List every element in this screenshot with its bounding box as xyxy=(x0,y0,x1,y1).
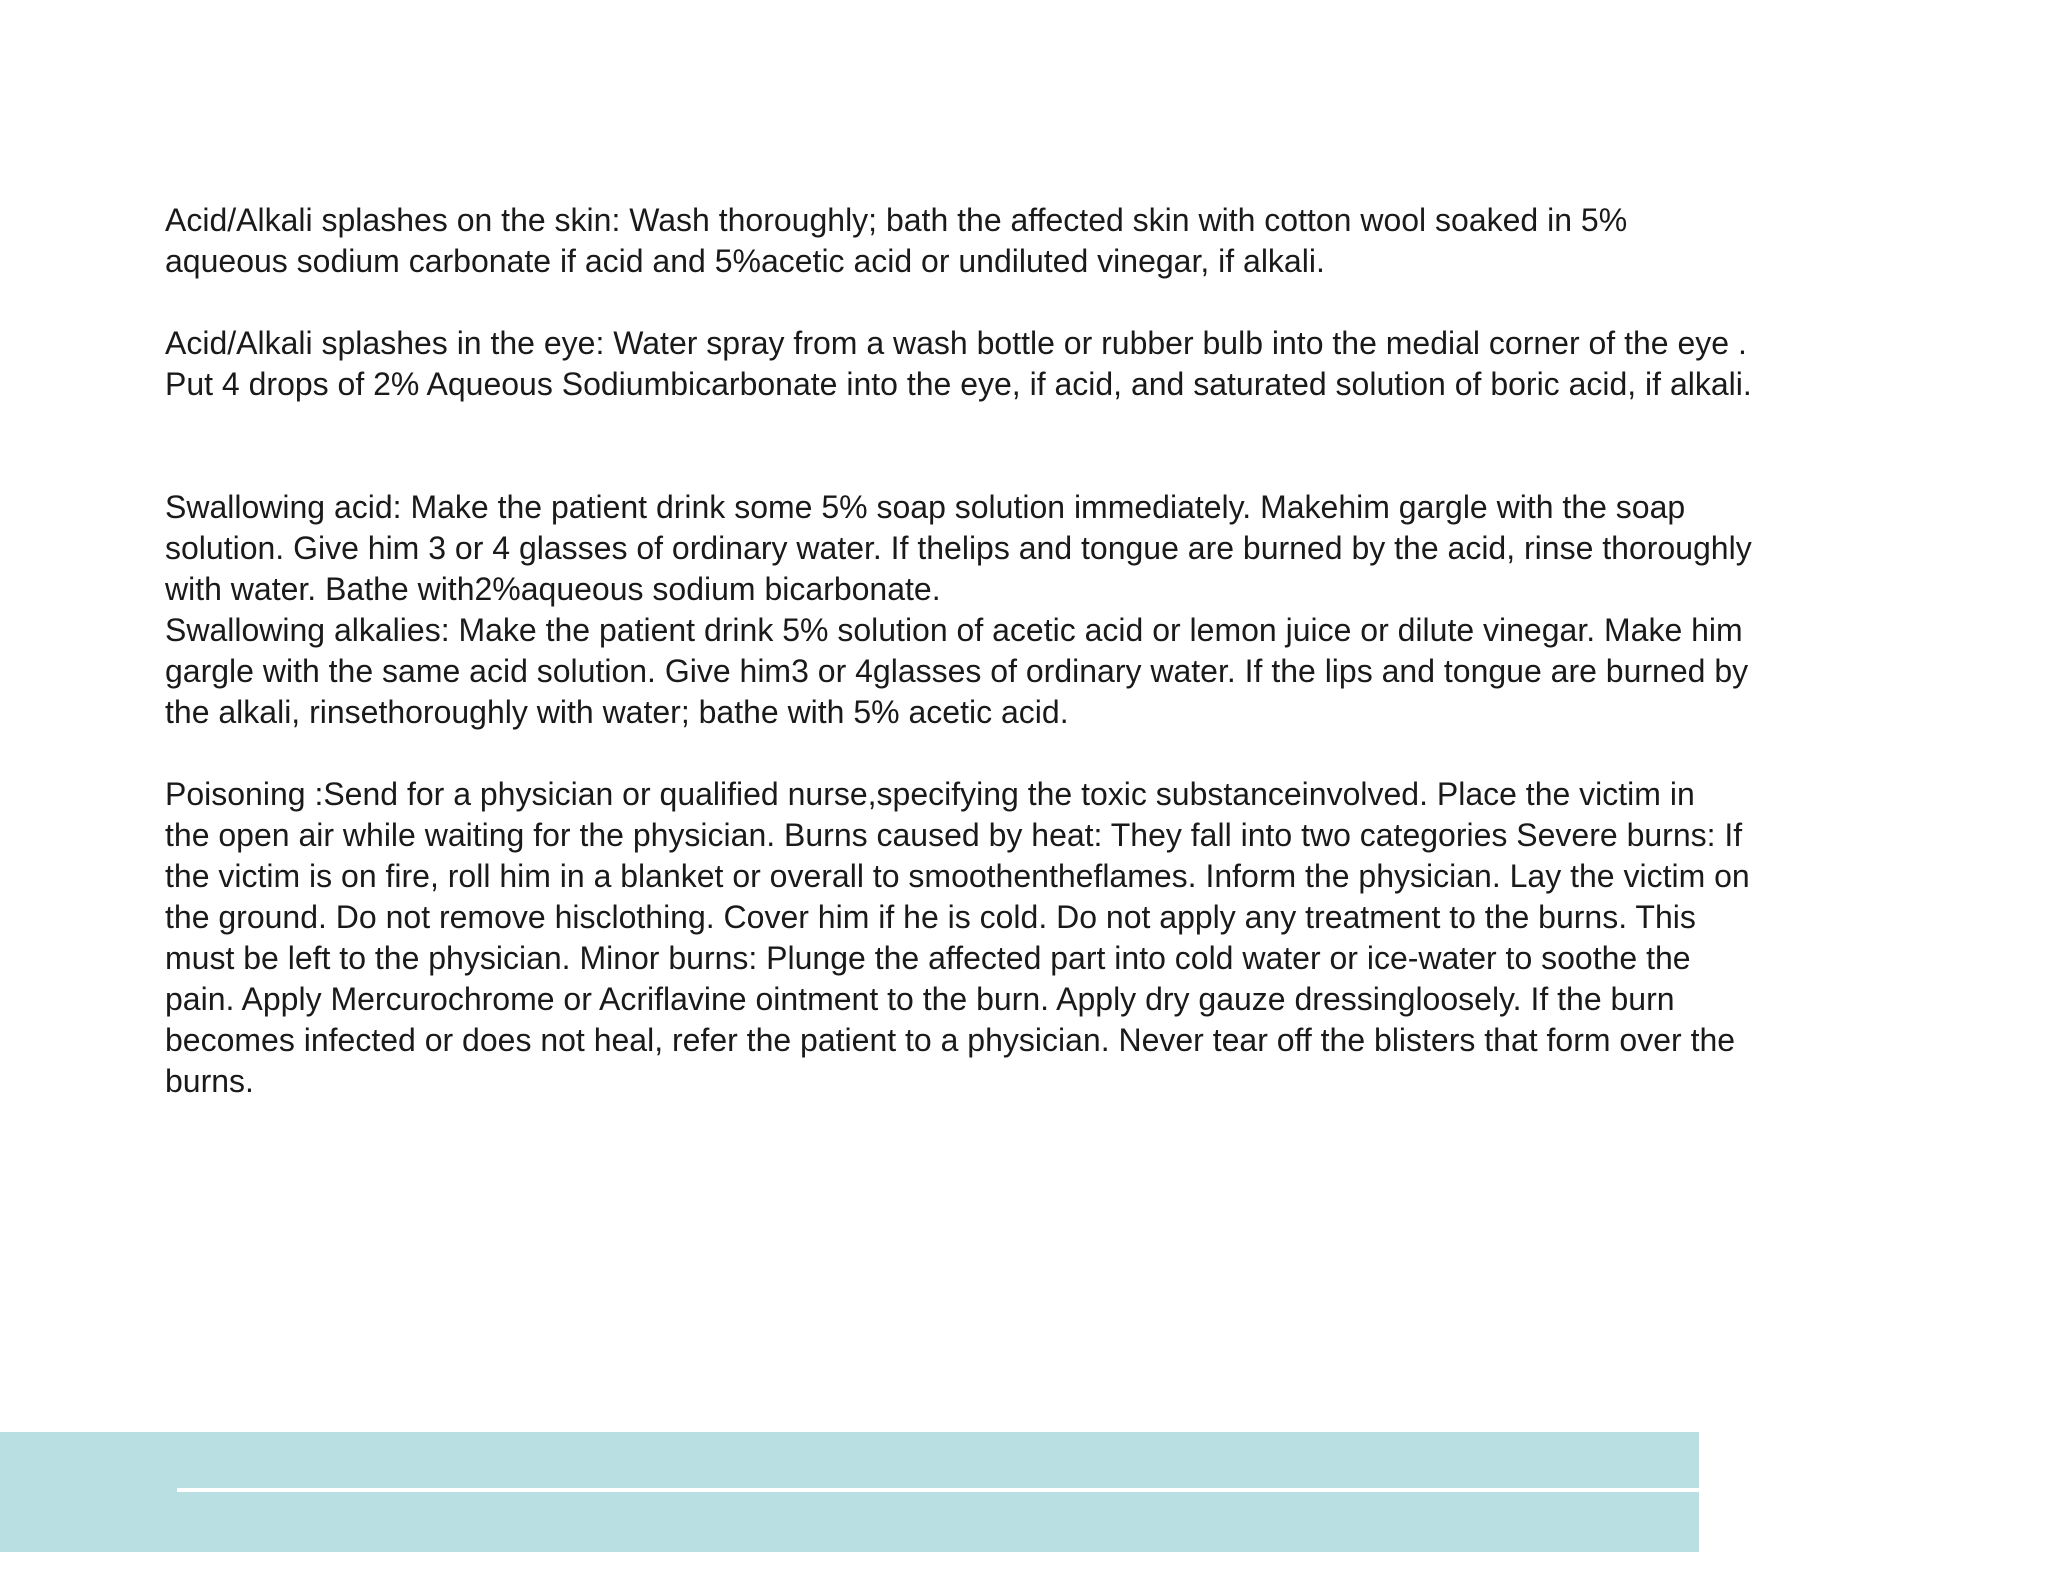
paragraph-swallowing-acid: Swallowing acid: Make the patient drink some 5% soap solution immediately. Makehim gargle with the soap solution. Give him 3 or 4 glasses of ordinary water. If thelips and tongue are burned by the acid, rinse thoroughly with water. Bathe with2%aqueous sodium bicarbonate. xyxy=(165,489,1752,607)
footer-band xyxy=(0,1432,1699,1552)
paragraph-poisoning-burns: Poisoning :Send for a physician or qualified nurse,specifying the toxic substanceinvolved. Place the victim in the open air while waiting for the physician. Burns caused by heat: They fall into two categories Severe burns: If the victim is on fire, roll him in a blanket or overall to smoothentheflames. Inform the physician. Lay the victim on the ground. Do not remove hisclothing. Cover him if he is cold. Do not apply any treatment to the burns. This must be left to the physician. Minor burns: Plunge the affected part into cold water or ice-water to soothe the pain. Apply Mercurochrome or Acriflavine ointment to the burn. Apply dry gauze dressingloosely. If the burn becomes infected or does not heal, refer the patient to a physician. Never tear off the blisters that form over the burns. xyxy=(165,776,1750,1099)
paragraph-spacer xyxy=(165,733,1915,774)
paragraph-skin-splash: Acid/Alkali splashes on the skin: Wash thoroughly; bath the affected skin with cotton wool soaked in 5% aqueous sodium carbonate if acid and 5%acetic acid or undiluted vinegar, if alkali. xyxy=(165,202,1628,279)
paragraph-spacer xyxy=(165,282,1915,323)
slide-body xyxy=(165,200,1915,1102)
paragraph-swallowing-alkali: Swallowing alkalies: Make the patient drink 5% solution of acetic acid or lemon juice or dilute vinegar. Make him gargle with the same acid solution. Give him3 or 4glasses of ordinary water. If the lips and tongue are burned by the alkali, rinsethoroughly with water; bathe with 5% acetic acid. xyxy=(165,612,1749,730)
paragraph-eye-splash: Acid/Alkali splashes in the eye: Water spray from a wash bottle or rubber bulb into the medial corner of the eye . Put 4 drops of 2% Aqueous Sodiumbicarbonate into the eye, if acid, and saturated solution of boric acid, if alkali. xyxy=(165,325,1752,402)
paragraph-spacer xyxy=(165,405,1915,487)
footer-divider xyxy=(177,1488,1699,1492)
